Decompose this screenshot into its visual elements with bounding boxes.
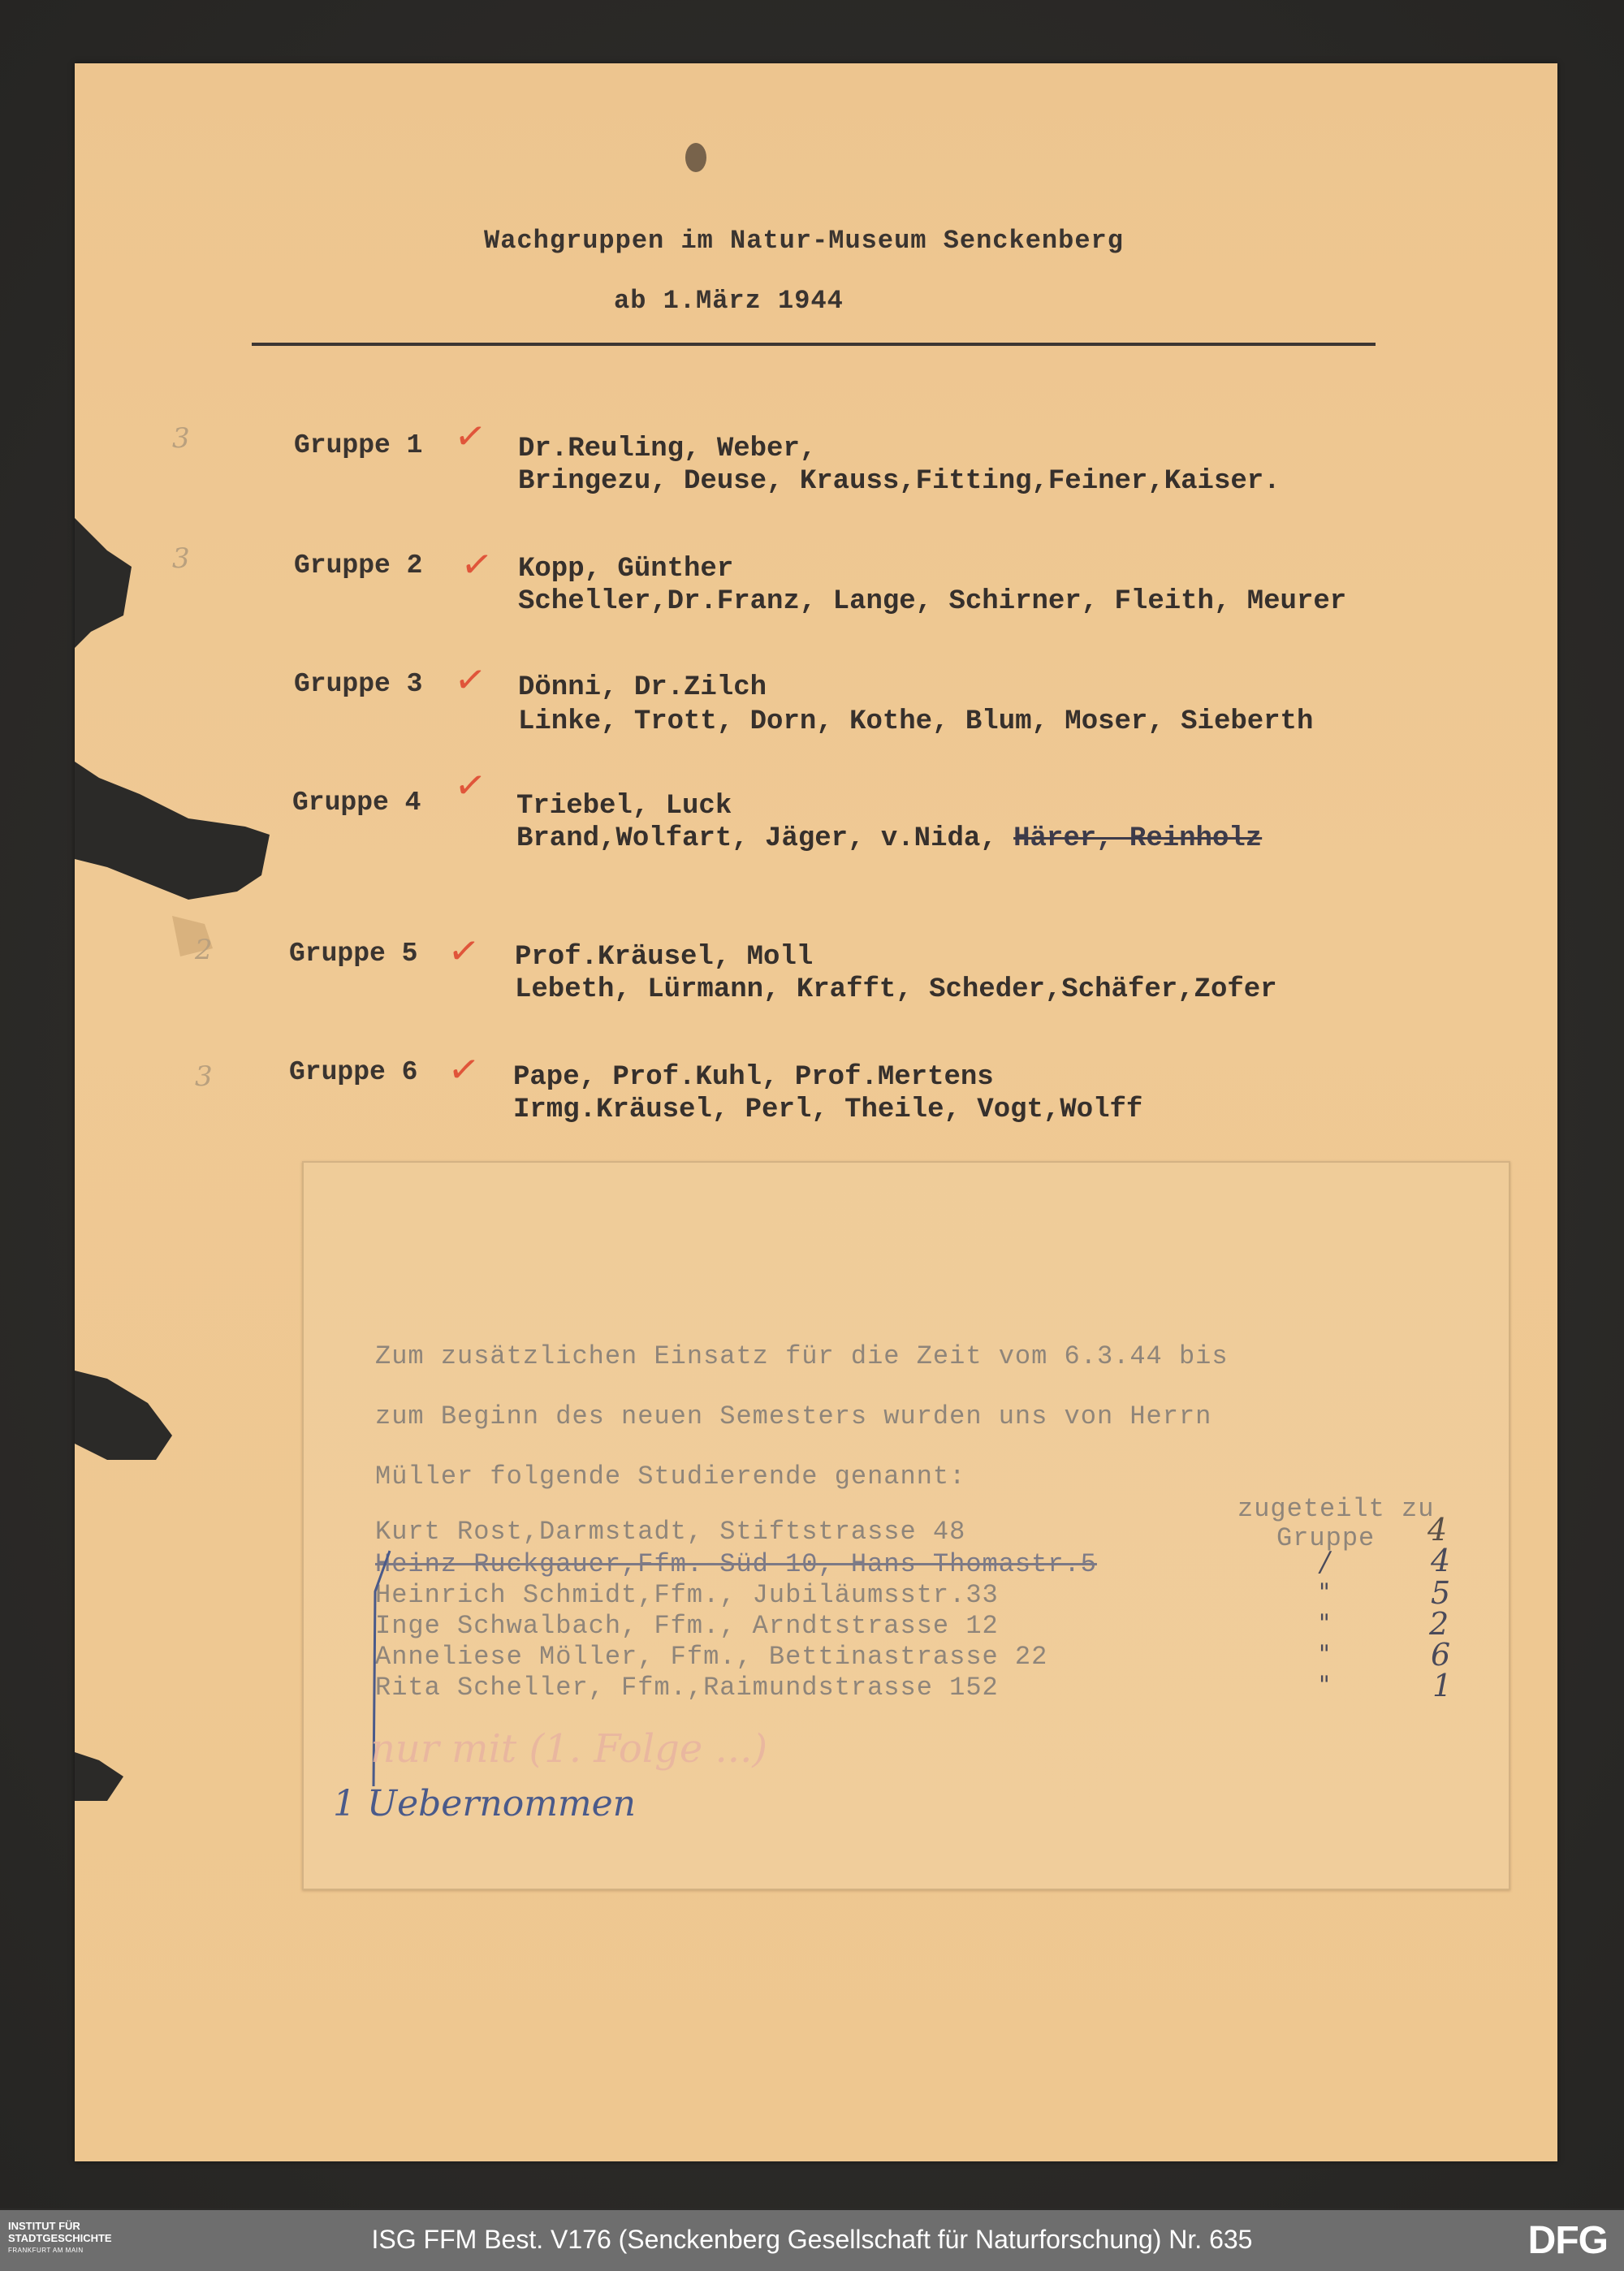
student-entry: Anneliese Möller, Ffm., Bettinastrasse 22 [375, 1642, 1048, 1672]
assigned-group: 1 [1432, 1668, 1453, 1703]
group-members-line1: Dönni, Dr.Zilch [518, 672, 767, 703]
margin-note: 3 [172, 542, 190, 575]
dfg-logo: DFG [1527, 2219, 1608, 2262]
assigned-group: 2 [1429, 1606, 1449, 1642]
archive-reference: ISG FFM Best. V176 (Senckenberg Gesellschaft für Naturforschung) Nr. 635 [371, 2225, 1253, 2254]
slip-intro-line1: Zum zusätzlichen Einsatz für die Zeit vom 6.3.44 bis [375, 1341, 1229, 1371]
check-mark-icon: ✓ [445, 926, 483, 975]
ditto-mark: / [1320, 1546, 1330, 1578]
group-members-kept: Brand,Wolfart, Jäger, v.Nida, [516, 823, 997, 854]
document-title: Wachgruppen im Natur-Museum Senckenberg [484, 226, 1124, 256]
group-members-line2: Bringezu, Deuse, Krauss,Fitting,Feiner,Kaiser. [518, 466, 1281, 497]
margin-note: 3 [172, 422, 190, 455]
document-date: ab 1.März 1944 [614, 286, 844, 316]
assigned-group: 6 [1431, 1637, 1451, 1673]
title-underline [252, 343, 1376, 346]
margin-note: 2 [195, 934, 213, 966]
student-entry: Rita Scheller, Ffm.,Raimundstrasse 152 [375, 1673, 999, 1703]
institution-line1: INSTITUT FÜR [8, 2220, 80, 2232]
group-members-line1: Prof.Kräusel, Moll [515, 942, 814, 973]
student-entry: Kurt Rost,Darmstadt, Stiftstrasse 48 [375, 1517, 966, 1547]
group-members-line2: Scheller,Dr.Franz, Lange, Schirner, Fleith, Meurer [518, 586, 1347, 617]
group-members-line2: Lebeth, Lürmann, Krafft, Scheder,Schäfer,Zofer [515, 974, 1277, 1005]
ditto-mark: " [1319, 1640, 1330, 1669]
group-label: Gruppe 5 [289, 939, 418, 969]
ditto-mark: " [1319, 1609, 1330, 1638]
column-header-line1: zugeteilt zu [1237, 1494, 1435, 1524]
group-label: Gruppe 1 [294, 430, 423, 460]
archive-footer [0, 2210, 1624, 2271]
group-members-line2: Linke, Trott, Dorn, Kothe, Blum, Moser, Sieberth [518, 706, 1314, 737]
slip-intro-line3: Müller folgende Studierende genannt: [375, 1461, 966, 1492]
student-entry: Inge Schwalbach, Ffm., Arndtstrasse 12 [375, 1611, 999, 1641]
assigned-group: 4 [1431, 1543, 1451, 1578]
margin-note: 3 [195, 1060, 213, 1093]
group-members-line1: Dr.Reuling, Weber, [518, 434, 817, 464]
group-label: Gruppe 4 [292, 788, 421, 818]
check-mark-icon: ✓ [445, 1045, 483, 1094]
check-mark-icon: ✓ [451, 655, 490, 704]
ditto-mark: " [1319, 1671, 1330, 1699]
group-label: Gruppe 6 [289, 1057, 418, 1087]
check-mark-icon: ✓ [451, 761, 490, 810]
column-header-line2: Gruppe [1276, 1523, 1376, 1553]
check-mark-icon: ✓ [451, 412, 490, 460]
handwritten-mark: 1 [333, 1783, 356, 1824]
assigned-group: 4 [1427, 1512, 1448, 1548]
group-members-line1: Triebel, Luck [516, 791, 732, 822]
ditto-mark: " [1319, 1578, 1330, 1607]
institution-line3: FRANKFURT AM MAIN [8, 2247, 84, 2254]
group-members-line1: Pape, Prof.Kuhl, Prof.Mertens [513, 1062, 994, 1093]
check-mark-icon: ✓ [458, 540, 496, 589]
group-members-line1: Kopp, Günther [518, 554, 734, 585]
slip-intro-line2: zum Beginn des neuen Semesters wurden uns von Herrn [375, 1401, 1212, 1431]
student-entry: Heinrich Schmidt,Ffm., Jubiläumsstr.33 [375, 1580, 999, 1610]
handwritten-red-note: nur mit (1. Folge ...) [370, 1726, 768, 1772]
group-label: Gruppe 2 [294, 550, 423, 581]
handwritten-blue-note: Uebernommen [367, 1783, 637, 1824]
assigned-group: 5 [1431, 1575, 1451, 1611]
student-entry-struck: Heinz Ruckgauer,Ffm.-Süd 10, Hans Thomastr.5 [375, 1549, 1097, 1579]
group-members-line2: Irmg.Kräusel, Perl, Theile, Vogt,Wolff [513, 1094, 1143, 1125]
group-label: Gruppe 3 [294, 669, 423, 699]
struck-names: Härer, Reinholz [1013, 823, 1263, 854]
group-members-line2 [516, 823, 1262, 854]
ink-stain [685, 143, 706, 172]
institution-line2: STADTGESCHICHTE [8, 2232, 112, 2244]
